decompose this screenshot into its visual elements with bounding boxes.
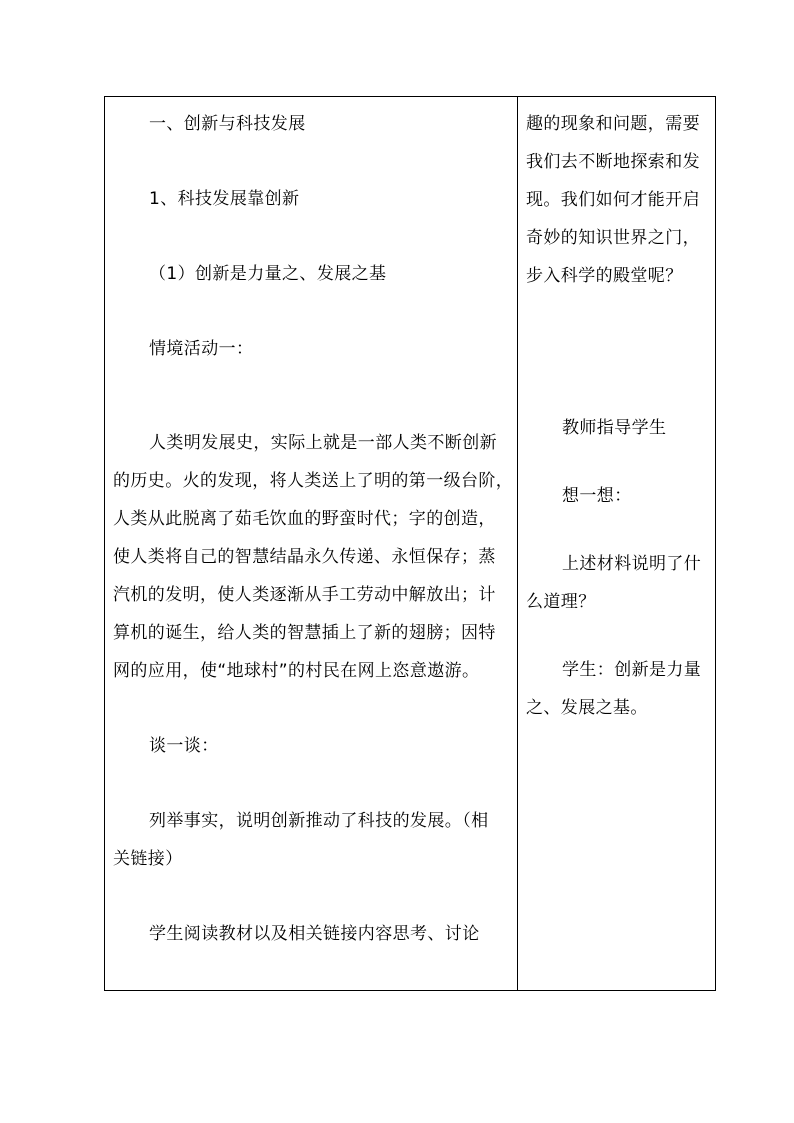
task-line: 关链接） — [113, 849, 183, 869]
history-paragraph — [113, 424, 517, 690]
discuss-title: 谈一谈： — [149, 736, 219, 756]
answer-paragraph — [526, 651, 716, 727]
teacher-guide: 教师指导学生 — [562, 418, 667, 438]
paragraph-line: 的历史。火的发现，将人类送上了明的第一级台阶， — [113, 471, 514, 491]
left-column — [105, 97, 517, 953]
subsection-heading: 1、科技发展靠创新 — [149, 189, 300, 209]
question-line: 上述材料说明了什 — [562, 554, 702, 574]
activity-title: 情境活动一： — [149, 339, 254, 359]
paragraph-line: 算机的诞生，给人类的智慧插上了新的翅膀；因特 — [113, 623, 496, 643]
think-title: 想一想： — [562, 486, 632, 506]
paragraph-line: 使人类将自己的智慧结晶永久传递、永恒保存；蒸 — [113, 547, 496, 567]
paragraph-line: 汽机的发明，使人类逐渐从手工劳动中解放出；计 — [113, 585, 496, 605]
question-paragraph — [526, 545, 716, 621]
task-paragraph — [113, 802, 517, 878]
intro-line: 奇妙的知识世界之门， — [526, 228, 700, 248]
point-heading: （1）创新是力量之、发展之基 — [149, 264, 387, 284]
paragraph-line: 人类明发展史，实际上就是一部人类不断创新 — [149, 433, 497, 453]
intro-line: 现。我们如何才能开启 — [526, 190, 700, 210]
intro-line: 步入科学的殿堂呢？ — [526, 266, 683, 286]
task-line: 列举事实，说明创新推动了科技的发展。（相 — [149, 811, 489, 831]
question-line: 么道理？ — [526, 592, 596, 612]
answer-line: 之、发展之基。 — [526, 698, 648, 718]
student-activity: 学生阅读教材以及相关链接内容思考、讨论 — [149, 924, 480, 944]
answer-line: 学生：创新是力量 — [562, 660, 702, 680]
section-heading: 一、创新与科技发展 — [149, 114, 306, 134]
intro-line: 趣的现象和问题，需要 — [526, 114, 700, 134]
lesson-table — [104, 96, 716, 991]
paragraph-line: 网的应用，使“地球村”的村民在网上恣意遨游。 — [113, 661, 480, 681]
right-column — [518, 97, 716, 727]
intro-line: 我们去不断地探索和发 — [526, 152, 700, 172]
paragraph-line: 人类从此脱离了茹毛饮血的野蛮时代；字的创造， — [113, 509, 496, 529]
intro-paragraph — [526, 105, 716, 295]
